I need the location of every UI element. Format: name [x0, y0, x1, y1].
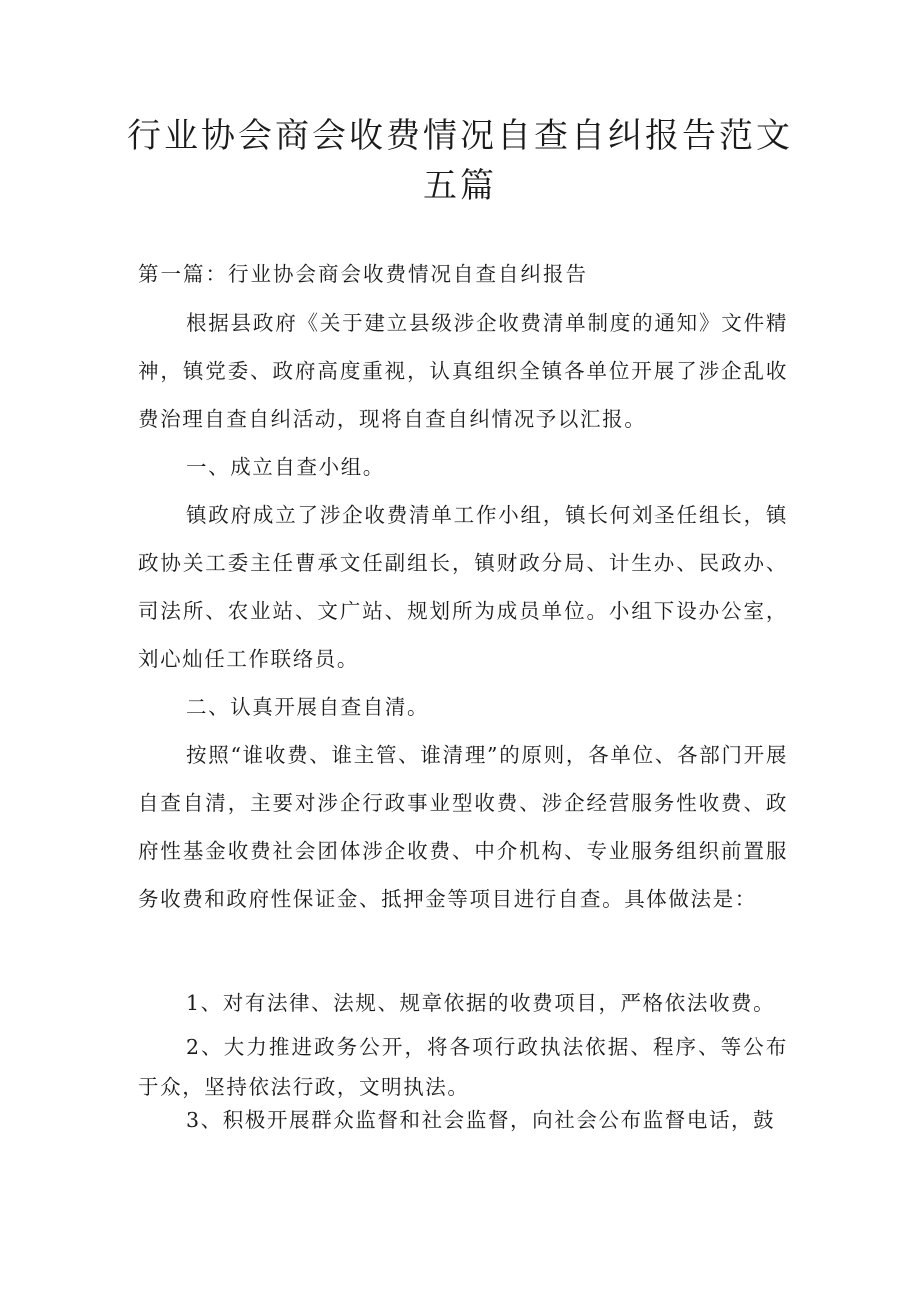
paragraph-self-check: 按照“谁收费、谁主管、谁清理”的原则，各单位、各部门开展自查自清，主要对涉企行政事业型收费、涉企经营服务性收费、政府性基金收费社会团体涉企收费、中介机构、专业服务组织前置服务收费和政府性保证金、抵押金等项目进行自查。具体做法是： [138, 743, 788, 911]
list-item-3: 3、积极开展群众监督和社会监督，向社会公布监督电话，鼓 [186, 1108, 776, 1132]
document-title-line2: 五篇 [423, 166, 497, 206]
document-title-line1: 行业协会商会收费情况自查自纠报告范文 [127, 116, 793, 156]
list-item-1: 1、对有法律、法规、规章依据的收费项目，严格依法收费。 [186, 991, 776, 1015]
paragraph-intro: 根据县政府《关于建立县级涉企收费清单制度的通知》文件精神，镇党委、政府高度重视，认真组织全镇各单位开展了涉企乱收费治理自查自纠活动，现将自查自纠情况予以汇报。 [138, 311, 788, 431]
paragraph-heading-1: 一、成立自查小组。 [186, 455, 385, 479]
list-item-2: 2、大力推进政务公开，将各项行政执法依据、程序、等公布于众，坚持依法行政，文明执法。 [138, 1035, 788, 1099]
section-heading: 第一篇：行业协会商会收费情况自查自纠报告 [138, 262, 588, 286]
paragraph-heading-2: 二、认真开展自查自清。 [186, 695, 430, 719]
paragraph-group-setup: 镇政府成立了涉企收费清单工作小组，镇长何刘圣任组长，镇政协关工委主任曹承文任副组长，镇财政分局、计生办、民政办、司法所、农业站、文广站、规划所为成员单位。小组下设办公室，刘心灿任工作联络员。 [138, 503, 788, 671]
